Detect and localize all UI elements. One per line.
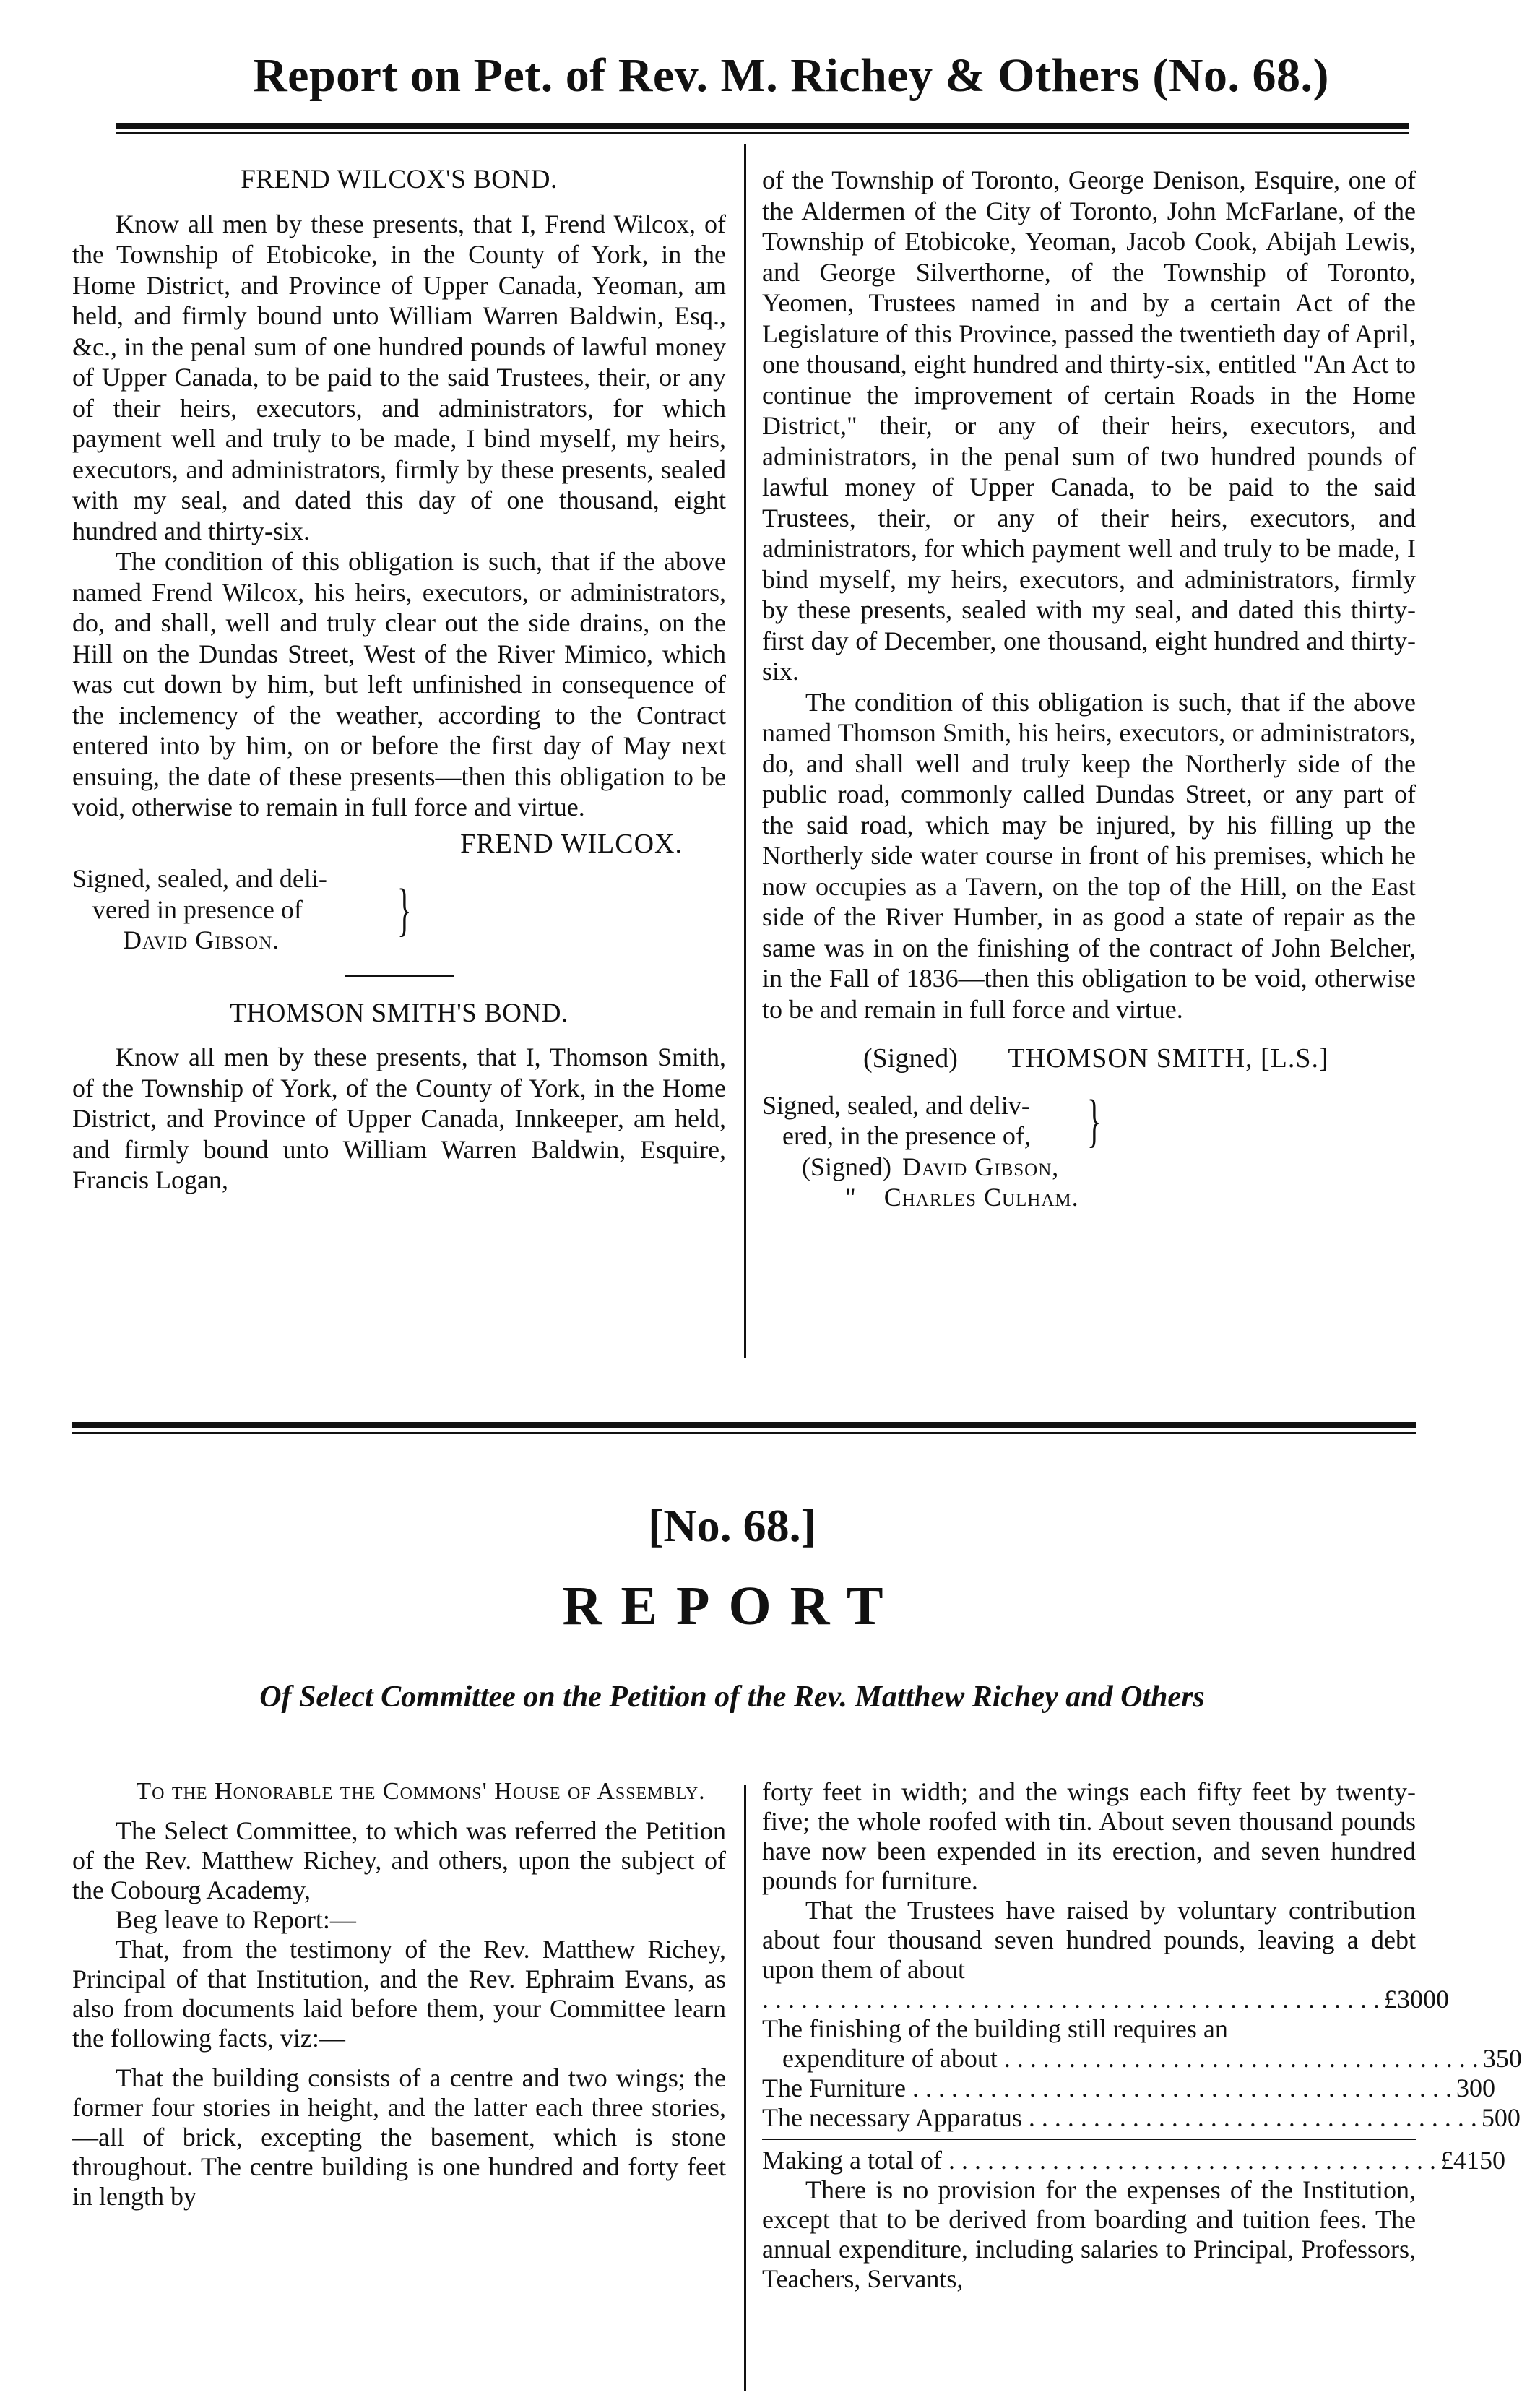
smith-witness-line2: ered, in the presence of, [782, 1121, 1031, 1150]
smith-witness-name1: David Gibson, [901, 1152, 1060, 1181]
wilcox-witness-line1: Signed, sealed, and deli- [72, 864, 327, 893]
report-paragraph-6: There is no provision for the expenses of the Institution, except that to be derived from boarding and tuition fees. The annual expenditure, including salaries to Principal, Professors, Teachers, Servants, [762, 2175, 1416, 2293]
report-title: REPORT [562, 1576, 902, 1636]
report-paragraph-2: That, from the testimony of the Rev. Matthew Richey, Principal of that Institution, and the Rev. Ephraim Evans, as also from documents laid before them, your Committee learn the following facts, viz:— [72, 1935, 726, 2053]
apparatus-label: The necessary Apparatus [762, 2103, 1022, 2132]
apparatus-amount: 500 [1481, 2103, 1521, 2132]
smith-witness-signed: (Signed) [802, 1152, 891, 1181]
smith-column [762, 165, 1416, 1213]
total-amount: £4150 [1440, 2146, 1505, 2175]
wilcox-bond-title: FREND WILCOX'S BOND. [241, 165, 558, 194]
report-left-column [72, 1777, 726, 2211]
apparatus-row: The necessary Apparatus . . . . . . . . . . . . . . . . . . . . . . . . . . . . . . . . . . . 500 [762, 2103, 1521, 2132]
smith-bond-text-part1: Know all men by these presents, that I, Thomson Smith, of the Township of York, of the County of York, in the Home District, and Province of Upper Canada, Innkeeper, am held, and firmly bound unto William Warren Baldwin, Esquire, Francis Logan, [72, 1043, 726, 1194]
section-rule-thin [72, 1432, 1416, 1434]
debt-row: . . . . . . . . . . . . . . . . . . . . . . . . . . . . . . . . . . . . . . . . . . . . . . . . £3000 [762, 1985, 1449, 2014]
smith-witness-quote: " [845, 1183, 856, 1212]
report-paragraph-3: That the building consists of a centre and two wings; the former four stories in height, and the latter each three stories,—all of brick, excepting the basement, which is stone throughout. The centre building is one hundred and forty feet in length by [72, 2063, 726, 2211]
bond-divider [345, 975, 454, 977]
witness-brace-icon: } [1086, 1087, 1102, 1153]
smith-witness-second-line [762, 1182, 1416, 1213]
smith-witness-line1: Signed, sealed, and deliv- [762, 1090, 1030, 1120]
lower-column-divider [744, 1785, 746, 2391]
section-rule-thick [72, 1422, 1416, 1428]
smith-signature-line [762, 1043, 1416, 1074]
debt-amount: £3000 [1384, 1985, 1449, 2014]
report-paragraph-4: forty feet in width; and the wings each fifty feet by twenty-five; the whole roofed with tin. About seven thousand pounds have now been expended in its erection, and seven hundred pounds for furniture. [762, 1777, 1416, 1895]
wilcox-witness-name: David Gibson. [123, 925, 280, 954]
report-beg-leave: Beg leave to Report:— [116, 1905, 356, 1934]
witness-brace-icon: } [397, 876, 412, 942]
finishing-label: The finishing of the building still requires an [762, 2014, 1228, 2043]
furniture-label: The Furniture [762, 2073, 906, 2102]
header-rule-thick [116, 123, 1409, 129]
smith-signature: THOMSON SMITH, [L.S.] [1008, 1043, 1329, 1074]
wilcox-witness-block [72, 863, 726, 956]
furniture-amount: 300 [1456, 2073, 1495, 2102]
header-rule-thin [116, 132, 1409, 134]
smith-bond-text-part2: of the Township of Toronto, George Denison, Esquire, one of the Aldermen of the City of Toronto, John McFarlane, of the Township of Etobicoke, Yeoman, Jacob Cook, Abijah Lewis, and George Silverthorne, of the Township of Toronto, Yeomen, Trustees named in and by a certain Act of the Legislature of this Province, passed the twentieth day of April, one thousand, eight hundred and thirty-six, entitled "An Act to continue the improvement of certain Roads in the Home District," their, or any of their heirs, executors, and administrators, in the penal sum of two hundred pounds of lawful money of Upper Canada, to be paid to the said Trustees, their, or any of their heirs, executors, and administrators, for which payment well and truly to be made, I bind myself, my heirs, executors, and administrators, firmly by these presents, sealed with my seal, and dated this thirty-first day of December, one thousand, eight hundred and thirty-six. [762, 165, 1416, 686]
smith-witness-name2: Charles Culham. [883, 1183, 1079, 1212]
report-paragraph-5: That the Trustees have raised by voluntary contribution about four thousand seven hundred pounds, leaving a debt upon them of about [762, 1896, 1416, 1984]
upper-column-divider [744, 144, 746, 1358]
wilcox-condition-text: The condition of this obligation is such, that if the above named Frend Wilcox, his heirs, executors, or administrators, do, and shall, well and truly clear out the side drains, on the Hill on the Dundas Street, West of the River Mimico, which was cut down by him, but left unfinished in consequence of the inclemency of the weather, according to the Contract entered into by him, on or before the first day of May next ensuing, the date of these presents—then this obligation to be void, otherwise to remain in full force and virtue. [72, 547, 726, 821]
finishing-label-2: expenditure of about [782, 2044, 998, 2073]
total-label: Making a total of [762, 2146, 942, 2175]
total-row: Making a total of . . . . . . . . . . . . . . . . . . . . . . . . . . . . . . . . . . . . . . £4150 [762, 2146, 1505, 2175]
finishing-amount: 350 [1482, 2044, 1522, 2073]
report-right-column [762, 1777, 1522, 2294]
wilcox-witness-line2: vered in presence of [92, 894, 303, 924]
smith-bond-title: THOMSON SMITH'S BOND. [230, 998, 568, 1028]
smith-signed-label: (Signed) [863, 1043, 958, 1074]
smith-witness-block [762, 1087, 1416, 1153]
page-header: Report on Pet. of Rev. M. Richey & Others (No. 68.) [252, 49, 1329, 102]
report-address: To the Honorable the Commons' House of Assembly. [136, 1778, 706, 1805]
furniture-row: The Furniture . . . . . . . . . . . . . . . . . . . . . . . . . . . . . . . . . . . . . . . . . . 300 [762, 2073, 1495, 2102]
wilcox-column [72, 165, 726, 1196]
report-number: [No. 68.] [648, 1500, 816, 1551]
finishing-row: expenditure of about . . . . . . . . . . . . . . . . . . . . . . . . . . . . . . . . . . . . . 350 [782, 2044, 1522, 2073]
smith-witness-signed-line [762, 1152, 1416, 1183]
report-paragraph-1: The Select Committee, to which was referred the Petition of the Rev. Matthew Richey, and others, upon the subject of the Cobourg Academy, [72, 1816, 726, 1904]
smith-condition-text: The condition of this obligation is such, that if the above named Thomson Smith, his heirs, executors, or administrators, do, and shall well and truly keep the Northerly side of the public road, commonly called Dundas Street, or any part of the said road, which may be injured, by his filling up the Northerly side water course in front of his premises, which he now occupies as a Tavern, on the top of the Hill, on the East side of the River Humber, in as good a state of repair as the same was in on the finishing of the contract of John Belcher, in the Fall of 1836—then this obligation to be void, otherwise to be and remain in full force and virtue. [762, 687, 1416, 1024]
total-rule [762, 2139, 1416, 2140]
wilcox-bond-text: Know all men by these presents, that I, Frend Wilcox, of the Township of Etobicoke, in the County of York, in the Home District, and Province of Upper Canada, Yeoman, am held, and firmly bound unto William Warren Baldwin, Esq., &c., in the penal sum of one hundred pounds of lawful money of Upper Canada, to be paid to the said Trustees, their, or any of their heirs, executors, and administrators, for which payment well and truly to be made, I bind myself, my heirs, executors, and administrators, firmly by these presents, sealed with my seal, and dated this day of one thousand, eight hundred and thirty-six. [72, 209, 726, 545]
report-subtitle: Of Select Committee on the Petition of the Rev. Matthew Richey and Others [259, 1680, 1205, 1714]
wilcox-signature: FREND WILCOX. [460, 828, 683, 859]
